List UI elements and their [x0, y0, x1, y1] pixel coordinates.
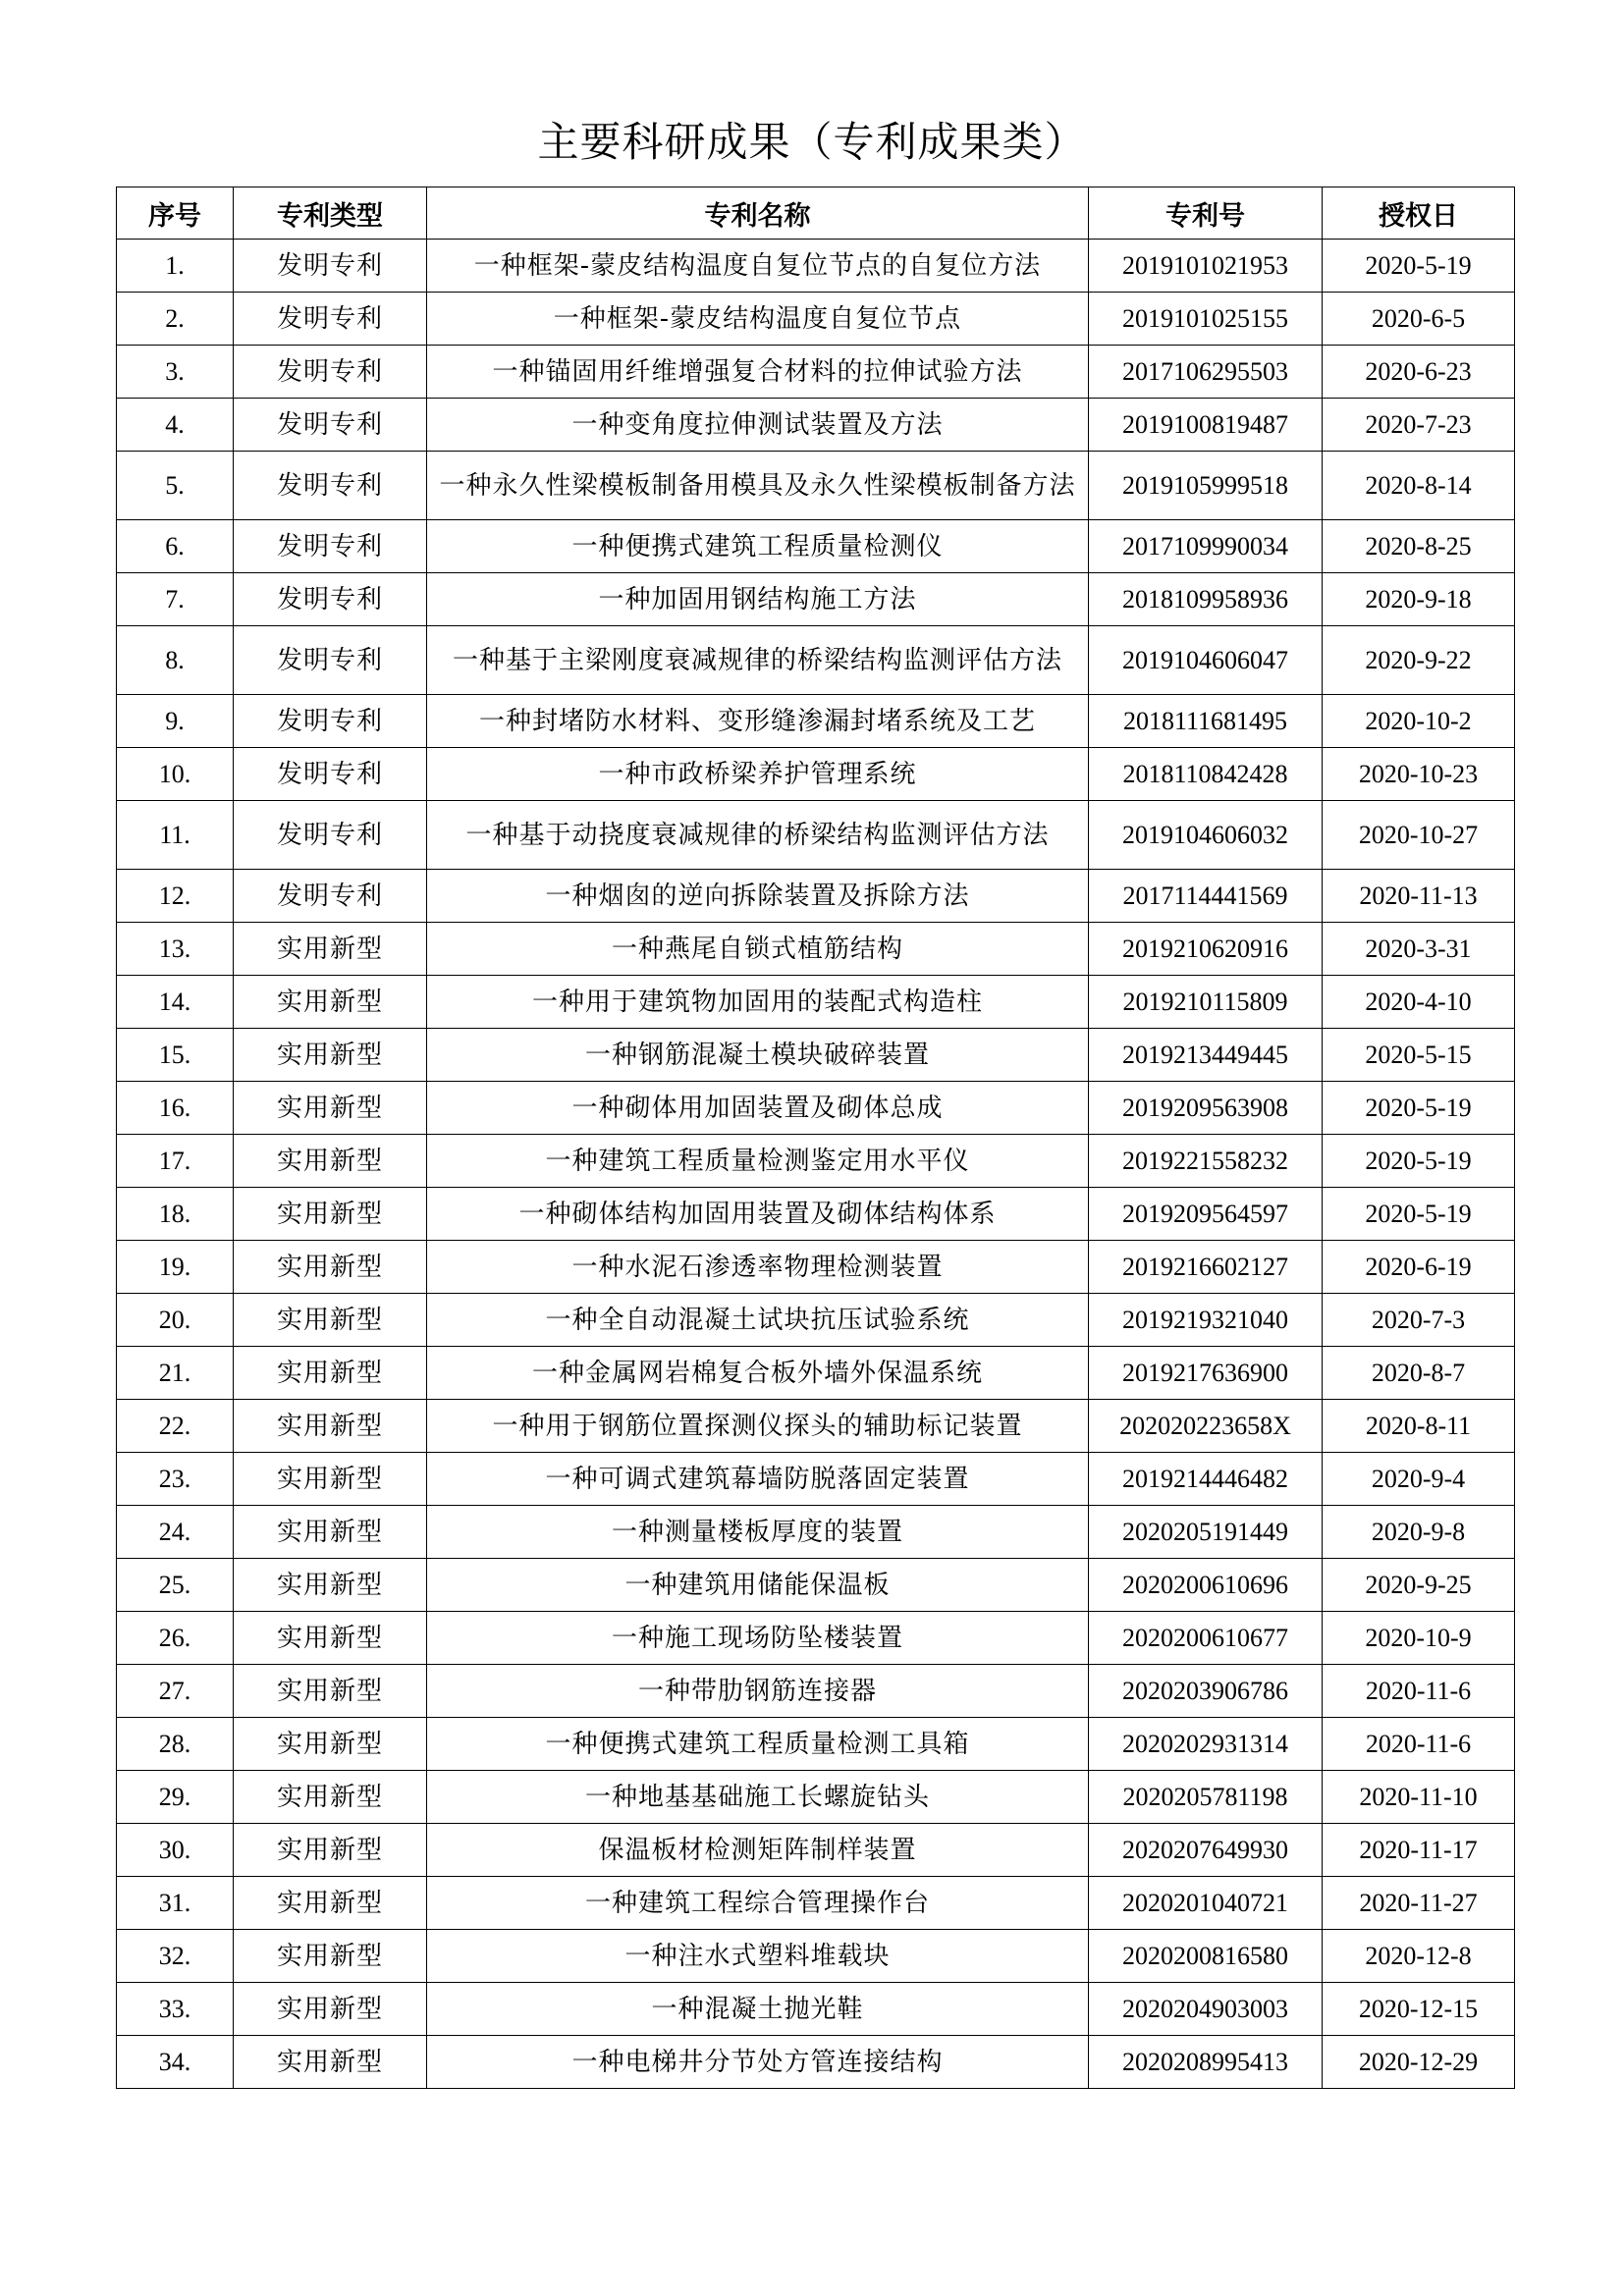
patent-number-cell: 2019209564597: [1089, 1188, 1323, 1241]
row-number-cell: 11.: [117, 801, 234, 870]
patent-number-cell: 2018111681495: [1089, 695, 1323, 748]
patent-name-cell: 一种用于建筑物加固用的装配式构造柱: [427, 976, 1089, 1029]
patent-name-cell: 一种带肋钢筋连接器: [427, 1665, 1089, 1718]
table-row: [117, 1347, 1515, 1400]
patent-table: [116, 187, 1515, 2089]
table-row: [117, 1824, 1515, 1877]
patent-type-cell: 实用新型: [234, 1559, 427, 1612]
grant-date-cell: 2020-11-6: [1323, 1665, 1515, 1718]
table-row: [117, 1612, 1515, 1665]
patent-number-cell: 2019105999518: [1089, 452, 1323, 520]
patent-type-cell: 发明专利: [234, 346, 427, 399]
grant-date-cell: 2020-9-25: [1323, 1559, 1515, 1612]
patent-name-cell: 一种砌体用加固装置及砌体总成: [427, 1082, 1089, 1135]
grant-date-cell: 2020-10-9: [1323, 1612, 1515, 1665]
grant-date-cell: 2020-8-14: [1323, 452, 1515, 520]
patent-name-cell: 一种永久性梁模板制备用模具及永久性梁模板制备方法: [427, 452, 1089, 520]
table-row: [117, 1082, 1515, 1135]
patent-number-cell: 2019104606047: [1089, 626, 1323, 695]
table-row: [117, 923, 1515, 976]
patent-name-cell: 一种基于动挠度衰减规律的桥梁结构监测评估方法: [427, 801, 1089, 870]
patent-name-cell: 一种烟囱的逆向拆除装置及拆除方法: [427, 870, 1089, 923]
table-row: [117, 240, 1515, 293]
grant-date-cell: 2020-5-19: [1323, 1188, 1515, 1241]
patent-number-cell: 2019221558232: [1089, 1135, 1323, 1188]
grant-date-cell: 2020-11-10: [1323, 1771, 1515, 1824]
patent-number-cell: 2020200610677: [1089, 1612, 1323, 1665]
patent-type-cell: 实用新型: [234, 1983, 427, 2036]
row-number-cell: 26.: [117, 1612, 234, 1665]
patent-number-cell: 2019217636900: [1089, 1347, 1323, 1400]
grant-date-cell: 2020-10-23: [1323, 748, 1515, 801]
header-date: 授权日: [1323, 187, 1515, 240]
patent-type-cell: 实用新型: [234, 1347, 427, 1400]
patent-name-cell: 一种混凝土抛光鞋: [427, 1983, 1089, 2036]
patent-type-cell: 实用新型: [234, 1612, 427, 1665]
patent-number-cell: 2019101021953: [1089, 240, 1323, 293]
patent-number-cell: 2019209563908: [1089, 1082, 1323, 1135]
row-number-cell: 13.: [117, 923, 234, 976]
patent-name-cell: 一种市政桥梁养护管理系统: [427, 748, 1089, 801]
patent-number-cell: 2017106295503: [1089, 346, 1323, 399]
table-row: [117, 573, 1515, 626]
grant-date-cell: 2020-6-23: [1323, 346, 1515, 399]
patent-type-cell: 实用新型: [234, 1771, 427, 1824]
patent-number-cell: 2018109958936: [1089, 573, 1323, 626]
header-type: 专利类型: [234, 187, 427, 240]
patent-type-cell: 发明专利: [234, 626, 427, 695]
row-number-cell: 8.: [117, 626, 234, 695]
row-number-cell: 34.: [117, 2036, 234, 2089]
patent-type-cell: 发明专利: [234, 240, 427, 293]
row-number-cell: 30.: [117, 1824, 234, 1877]
patent-number-cell: 2020201040721: [1089, 1877, 1323, 1930]
table-row: [117, 801, 1515, 870]
patent-type-cell: 实用新型: [234, 1506, 427, 1559]
patent-name-cell: 一种金属网岩棉复合板外墙外保温系统: [427, 1347, 1089, 1400]
patent-name-cell: 一种地基基础施工长螺旋钻头: [427, 1771, 1089, 1824]
patent-type-cell: 实用新型: [234, 923, 427, 976]
patent-name-cell: 一种砌体结构加固用装置及砌体结构体系: [427, 1188, 1089, 1241]
patent-number-cell: 2019214446482: [1089, 1453, 1323, 1506]
patent-number-cell: 2019210115809: [1089, 976, 1323, 1029]
patent-name-cell: 一种燕尾自锁式植筋结构: [427, 923, 1089, 976]
grant-date-cell: 2020-11-6: [1323, 1718, 1515, 1771]
row-number-cell: 22.: [117, 1400, 234, 1453]
patent-type-cell: 实用新型: [234, 1241, 427, 1294]
patent-type-cell: 实用新型: [234, 976, 427, 1029]
patent-number-cell: 2018110842428: [1089, 748, 1323, 801]
grant-date-cell: 2020-12-29: [1323, 2036, 1515, 2089]
row-number-cell: 16.: [117, 1082, 234, 1135]
row-number-cell: 7.: [117, 573, 234, 626]
patent-number-cell: 2020207649930: [1089, 1824, 1323, 1877]
grant-date-cell: 2020-8-7: [1323, 1347, 1515, 1400]
grant-date-cell: 2020-3-31: [1323, 923, 1515, 976]
row-number-cell: 15.: [117, 1029, 234, 1082]
patent-name-cell: 一种建筑工程综合管理操作台: [427, 1877, 1089, 1930]
table-row: [117, 520, 1515, 573]
grant-date-cell: 2020-5-19: [1323, 1135, 1515, 1188]
grant-date-cell: 2020-9-22: [1323, 626, 1515, 695]
table-row: [117, 2036, 1515, 2089]
patent-name-cell: 一种注水式塑料堆载块: [427, 1930, 1089, 1983]
grant-date-cell: 2020-8-11: [1323, 1400, 1515, 1453]
patent-type-cell: 实用新型: [234, 2036, 427, 2089]
table-row: [117, 1188, 1515, 1241]
patent-name-cell: 一种钢筋混凝土模块破碎装置: [427, 1029, 1089, 1082]
patent-number-cell: 2020208995413: [1089, 2036, 1323, 2089]
grant-date-cell: 2020-5-19: [1323, 1082, 1515, 1135]
row-number-cell: 24.: [117, 1506, 234, 1559]
patent-name-cell: 一种加固用钢结构施工方法: [427, 573, 1089, 626]
table-row: [117, 1877, 1515, 1930]
grant-date-cell: 2020-9-8: [1323, 1506, 1515, 1559]
grant-date-cell: 2020-6-19: [1323, 1241, 1515, 1294]
table-row: [117, 1771, 1515, 1824]
patent-number-cell: 2017109990034: [1089, 520, 1323, 573]
table-row: [117, 748, 1515, 801]
grant-date-cell: 2020-5-15: [1323, 1029, 1515, 1082]
table-row: [117, 1665, 1515, 1718]
row-number-cell: 31.: [117, 1877, 234, 1930]
patent-type-cell: 实用新型: [234, 1294, 427, 1347]
patent-name-cell: 一种全自动混凝土试块抗压试验系统: [427, 1294, 1089, 1347]
header-name: 专利名称: [427, 187, 1089, 240]
patent-type-cell: 发明专利: [234, 870, 427, 923]
patent-type-cell: 实用新型: [234, 1453, 427, 1506]
patent-name-cell: 一种锚固用纤维增强复合材料的拉伸试验方法: [427, 346, 1089, 399]
table-row: [117, 399, 1515, 452]
row-number-cell: 1.: [117, 240, 234, 293]
page-title: 主要科研成果（专利成果类）: [537, 118, 1087, 166]
row-number-cell: 20.: [117, 1294, 234, 1347]
table-row: [117, 1135, 1515, 1188]
patent-type-cell: 实用新型: [234, 1400, 427, 1453]
patent-type-cell: 发明专利: [234, 695, 427, 748]
grant-date-cell: 2020-8-25: [1323, 520, 1515, 573]
patent-number-cell: 2020204903003: [1089, 1983, 1323, 2036]
patent-name-cell: 一种电梯井分节处方管连接结构: [427, 2036, 1089, 2089]
table-row: [117, 1506, 1515, 1559]
patent-type-cell: 实用新型: [234, 1930, 427, 1983]
table-body: [117, 240, 1515, 2089]
patent-number-cell: 2020205781198: [1089, 1771, 1323, 1824]
row-number-cell: 9.: [117, 695, 234, 748]
patent-type-cell: 发明专利: [234, 801, 427, 870]
grant-date-cell: 2020-5-19: [1323, 240, 1515, 293]
patent-name-cell: 保温板材检测矩阵制样装置: [427, 1824, 1089, 1877]
patent-number-cell: 2020202931314: [1089, 1718, 1323, 1771]
row-number-cell: 17.: [117, 1135, 234, 1188]
patent-number-cell: 2020203906786: [1089, 1665, 1323, 1718]
grant-date-cell: 2020-9-4: [1323, 1453, 1515, 1506]
table-row: [117, 1029, 1515, 1082]
row-number-cell: 3.: [117, 346, 234, 399]
patent-number-cell: 2017114441569: [1089, 870, 1323, 923]
row-number-cell: 18.: [117, 1188, 234, 1241]
patent-number-cell: 2019219321040: [1089, 1294, 1323, 1347]
row-number-cell: 12.: [117, 870, 234, 923]
patent-name-cell: 一种封堵防水材料、变形缝渗漏封堵系统及工艺: [427, 695, 1089, 748]
patent-type-cell: 发明专利: [234, 573, 427, 626]
table-row: [117, 1718, 1515, 1771]
row-number-cell: 4.: [117, 399, 234, 452]
patent-number-cell: 2019104606032: [1089, 801, 1323, 870]
table-row: [117, 976, 1515, 1029]
patent-type-cell: 实用新型: [234, 1135, 427, 1188]
patent-number-cell: 2019210620916: [1089, 923, 1323, 976]
grant-date-cell: 2020-11-27: [1323, 1877, 1515, 1930]
grant-date-cell: 2020-4-10: [1323, 976, 1515, 1029]
row-number-cell: 32.: [117, 1930, 234, 1983]
patent-name-cell: 一种测量楼板厚度的装置: [427, 1506, 1089, 1559]
patent-type-cell: 发明专利: [234, 452, 427, 520]
patent-number-cell: 2019216602127: [1089, 1241, 1323, 1294]
patent-type-cell: 实用新型: [234, 1082, 427, 1135]
row-number-cell: 5.: [117, 452, 234, 520]
row-number-cell: 25.: [117, 1559, 234, 1612]
table-row: [117, 1400, 1515, 1453]
patent-type-cell: 发明专利: [234, 520, 427, 573]
patent-name-cell: 一种建筑工程质量检测鉴定用水平仪: [427, 1135, 1089, 1188]
grant-date-cell: 2020-7-23: [1323, 399, 1515, 452]
patent-number-cell: 2019213449445: [1089, 1029, 1323, 1082]
patent-number-cell: 202020223658X: [1089, 1400, 1323, 1453]
patent-type-cell: 发明专利: [234, 293, 427, 346]
row-number-cell: 23.: [117, 1453, 234, 1506]
grant-date-cell: 2020-10-27: [1323, 801, 1515, 870]
table-header-row: [117, 187, 1515, 240]
patent-name-cell: 一种变角度拉伸测试装置及方法: [427, 399, 1089, 452]
table-row: [117, 695, 1515, 748]
patent-name-cell: 一种建筑用储能保温板: [427, 1559, 1089, 1612]
row-number-cell: 29.: [117, 1771, 234, 1824]
patent-type-cell: 实用新型: [234, 1188, 427, 1241]
patent-name-cell: 一种水泥石渗透率物理检测装置: [427, 1241, 1089, 1294]
table-row: [117, 293, 1515, 346]
patent-name-cell: 一种施工现场防坠楼装置: [427, 1612, 1089, 1665]
table-row: [117, 1241, 1515, 1294]
table-row: [117, 626, 1515, 695]
patent-type-cell: 实用新型: [234, 1824, 427, 1877]
table-row: [117, 1983, 1515, 2036]
row-number-cell: 6.: [117, 520, 234, 573]
patent-number-cell: 2019100819487: [1089, 399, 1323, 452]
row-number-cell: 28.: [117, 1718, 234, 1771]
grant-date-cell: 2020-11-13: [1323, 870, 1515, 923]
patent-name-cell: 一种框架-蒙皮结构温度自复位节点的自复位方法: [427, 240, 1089, 293]
table-row: [117, 452, 1515, 520]
row-number-cell: 10.: [117, 748, 234, 801]
row-number-cell: 2.: [117, 293, 234, 346]
patent-name-cell: 一种便携式建筑工程质量检测仪: [427, 520, 1089, 573]
table-row: [117, 1294, 1515, 1347]
patent-type-cell: 实用新型: [234, 1877, 427, 1930]
header-number: 专利号: [1089, 187, 1323, 240]
table-row: [117, 1559, 1515, 1612]
grant-date-cell: 2020-12-8: [1323, 1930, 1515, 1983]
grant-date-cell: 2020-6-5: [1323, 293, 1515, 346]
patent-name-cell: 一种用于钢筋位置探测仪探头的辅助标记装置: [427, 1400, 1089, 1453]
row-number-cell: 33.: [117, 1983, 234, 2036]
table-row: [117, 346, 1515, 399]
row-number-cell: 21.: [117, 1347, 234, 1400]
patent-name-cell: 一种可调式建筑幕墙防脱落固定装置: [427, 1453, 1089, 1506]
table-row: [117, 1930, 1515, 1983]
row-number-cell: 27.: [117, 1665, 234, 1718]
patent-name-cell: 一种基于主梁刚度衰减规律的桥梁结构监测评估方法: [427, 626, 1089, 695]
grant-date-cell: 2020-7-3: [1323, 1294, 1515, 1347]
patent-name-cell: 一种框架-蒙皮结构温度自复位节点: [427, 293, 1089, 346]
patent-type-cell: 发明专利: [234, 748, 427, 801]
patent-type-cell: 实用新型: [234, 1665, 427, 1718]
table-row: [117, 1453, 1515, 1506]
grant-date-cell: 2020-10-2: [1323, 695, 1515, 748]
patent-type-cell: 发明专利: [234, 399, 427, 452]
grant-date-cell: 2020-11-17: [1323, 1824, 1515, 1877]
table-row: [117, 870, 1515, 923]
patent-number-cell: 2020205191449: [1089, 1506, 1323, 1559]
patent-name-cell: 一种便携式建筑工程质量检测工具箱: [427, 1718, 1089, 1771]
patent-number-cell: 2019101025155: [1089, 293, 1323, 346]
patent-type-cell: 实用新型: [234, 1029, 427, 1082]
patent-number-cell: 2020200610696: [1089, 1559, 1323, 1612]
row-number-cell: 19.: [117, 1241, 234, 1294]
patent-number-cell: 2020200816580: [1089, 1930, 1323, 1983]
grant-date-cell: 2020-12-15: [1323, 1983, 1515, 2036]
header-no: 序号: [117, 187, 234, 240]
grant-date-cell: 2020-9-18: [1323, 573, 1515, 626]
patent-type-cell: 实用新型: [234, 1718, 427, 1771]
row-number-cell: 14.: [117, 976, 234, 1029]
